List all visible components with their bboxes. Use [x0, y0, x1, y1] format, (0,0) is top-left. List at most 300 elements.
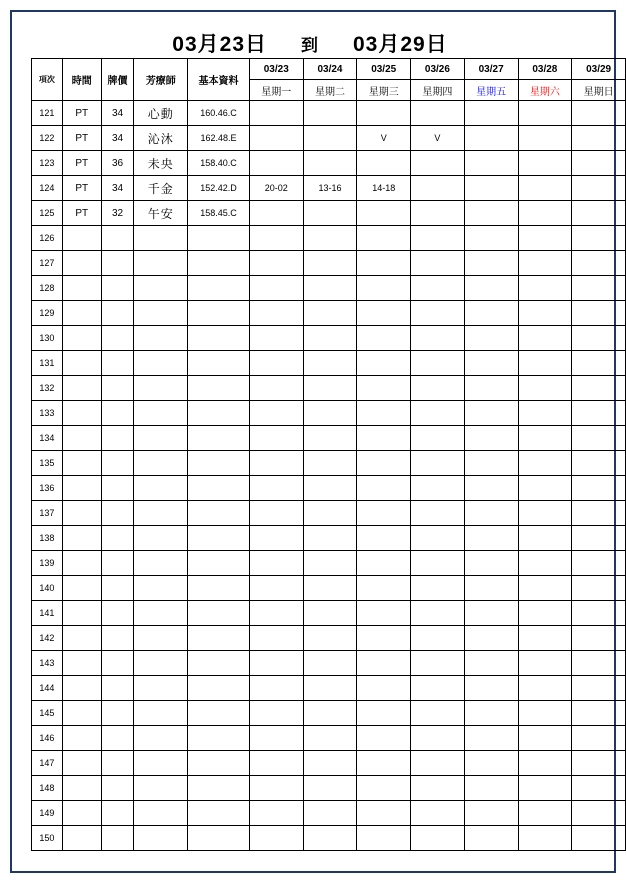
- row-time[interactable]: [62, 476, 101, 501]
- row-therapist[interactable]: [134, 551, 188, 576]
- row-therapist[interactable]: [134, 451, 188, 476]
- row-day-cell[interactable]: [464, 226, 518, 251]
- row-day-cell[interactable]: [464, 826, 518, 851]
- row-day-cell[interactable]: [572, 651, 626, 676]
- row-time[interactable]: [62, 501, 101, 526]
- row-number[interactable]: 122: [32, 126, 63, 151]
- row-day-cell[interactable]: [303, 451, 357, 476]
- table-row[interactable]: [32, 376, 626, 401]
- row-info[interactable]: [188, 826, 250, 851]
- row-time[interactable]: [62, 226, 101, 251]
- table-row[interactable]: [32, 551, 626, 576]
- row-info[interactable]: 158.45.C: [188, 201, 250, 226]
- row-day-cell[interactable]: [572, 376, 626, 401]
- table-row[interactable]: [32, 776, 626, 801]
- row-day-cell[interactable]: [518, 251, 572, 276]
- table-row[interactable]: [32, 201, 626, 226]
- row-therapist[interactable]: [134, 326, 188, 351]
- row-day-cell[interactable]: [249, 326, 303, 351]
- row-day-cell[interactable]: [411, 326, 465, 351]
- table-row[interactable]: [32, 326, 626, 351]
- row-day-cell[interactable]: [249, 301, 303, 326]
- row-day-cell[interactable]: [357, 801, 411, 826]
- row-therapist[interactable]: [134, 526, 188, 551]
- row-day-cell[interactable]: [464, 251, 518, 276]
- row-day-cell[interactable]: [249, 576, 303, 601]
- row-day-cell[interactable]: [303, 826, 357, 851]
- table-row[interactable]: [32, 576, 626, 601]
- row-day-cell[interactable]: [303, 526, 357, 551]
- row-day-cell[interactable]: [464, 451, 518, 476]
- row-time[interactable]: [62, 551, 101, 576]
- row-day-cell[interactable]: [518, 401, 572, 426]
- row-day-cell[interactable]: [357, 826, 411, 851]
- row-number[interactable]: 138: [32, 526, 63, 551]
- row-number[interactable]: 146: [32, 726, 63, 751]
- row-time[interactable]: [62, 826, 101, 851]
- row-therapist[interactable]: [134, 476, 188, 501]
- row-number[interactable]: 133: [32, 401, 63, 426]
- row-number[interactable]: 131: [32, 351, 63, 376]
- row-time[interactable]: PT: [62, 126, 101, 151]
- row-day-cell[interactable]: [518, 376, 572, 401]
- row-info[interactable]: [188, 451, 250, 476]
- row-day-cell[interactable]: [249, 476, 303, 501]
- row-price[interactable]: [101, 351, 134, 376]
- row-day-cell[interactable]: [518, 151, 572, 176]
- row-price[interactable]: [101, 601, 134, 626]
- row-day-cell[interactable]: [303, 351, 357, 376]
- row-day-cell[interactable]: [518, 651, 572, 676]
- row-number[interactable]: 132: [32, 376, 63, 401]
- row-day-cell[interactable]: [357, 376, 411, 401]
- row-therapist[interactable]: [134, 401, 188, 426]
- row-info[interactable]: [188, 601, 250, 626]
- row-day-cell[interactable]: [464, 801, 518, 826]
- row-day-cell[interactable]: [518, 476, 572, 501]
- row-info[interactable]: [188, 651, 250, 676]
- row-day-cell[interactable]: [518, 551, 572, 576]
- row-day-cell[interactable]: [249, 426, 303, 451]
- row-day-cell[interactable]: [357, 351, 411, 376]
- row-info[interactable]: [188, 776, 250, 801]
- row-day-cell[interactable]: [518, 276, 572, 301]
- row-day-cell[interactable]: [303, 501, 357, 526]
- row-time[interactable]: [62, 401, 101, 426]
- row-day-cell[interactable]: [249, 201, 303, 226]
- row-time[interactable]: [62, 601, 101, 626]
- row-day-cell[interactable]: [572, 251, 626, 276]
- row-info[interactable]: [188, 326, 250, 351]
- row-day-cell[interactable]: [464, 701, 518, 726]
- row-day-cell[interactable]: [411, 351, 465, 376]
- row-day-cell[interactable]: [357, 326, 411, 351]
- row-day-cell[interactable]: [411, 526, 465, 551]
- row-day-cell[interactable]: [357, 476, 411, 501]
- table-row[interactable]: [32, 301, 626, 326]
- row-therapist[interactable]: [134, 376, 188, 401]
- row-number[interactable]: 127: [32, 251, 63, 276]
- row-day-cell[interactable]: [464, 426, 518, 451]
- row-time[interactable]: [62, 376, 101, 401]
- row-day-cell[interactable]: [249, 751, 303, 776]
- row-day-cell[interactable]: [303, 801, 357, 826]
- row-day-cell[interactable]: [249, 351, 303, 376]
- table-row[interactable]: [32, 526, 626, 551]
- row-price[interactable]: [101, 526, 134, 551]
- row-day-cell[interactable]: [518, 676, 572, 701]
- row-day-cell[interactable]: [303, 251, 357, 276]
- table-row[interactable]: [32, 476, 626, 501]
- row-day-cell[interactable]: [572, 701, 626, 726]
- row-day-cell[interactable]: [518, 726, 572, 751]
- row-therapist[interactable]: [134, 801, 188, 826]
- row-day-cell[interactable]: [411, 626, 465, 651]
- row-info[interactable]: [188, 226, 250, 251]
- row-day-cell[interactable]: [411, 701, 465, 726]
- row-number[interactable]: 129: [32, 301, 63, 326]
- row-time[interactable]: [62, 801, 101, 826]
- row-price[interactable]: [101, 326, 134, 351]
- row-day-cell[interactable]: V: [411, 126, 465, 151]
- row-number[interactable]: 121: [32, 101, 63, 126]
- row-info[interactable]: [188, 401, 250, 426]
- row-day-cell[interactable]: [572, 826, 626, 851]
- row-number[interactable]: 143: [32, 651, 63, 676]
- row-therapist[interactable]: [134, 651, 188, 676]
- row-number[interactable]: 137: [32, 501, 63, 526]
- row-day-cell[interactable]: [572, 626, 626, 651]
- row-day-cell[interactable]: [357, 101, 411, 126]
- row-price[interactable]: [101, 576, 134, 601]
- row-time[interactable]: [62, 751, 101, 776]
- row-day-cell[interactable]: [518, 451, 572, 476]
- row-day-cell[interactable]: [411, 751, 465, 776]
- row-day-cell[interactable]: [411, 826, 465, 851]
- row-number[interactable]: 139: [32, 551, 63, 576]
- row-therapist[interactable]: [134, 601, 188, 626]
- row-therapist[interactable]: 心動: [134, 101, 188, 126]
- row-info[interactable]: [188, 701, 250, 726]
- row-price[interactable]: [101, 501, 134, 526]
- row-day-cell[interactable]: [303, 476, 357, 501]
- row-day-cell[interactable]: [411, 551, 465, 576]
- row-info[interactable]: [188, 801, 250, 826]
- row-time[interactable]: PT: [62, 151, 101, 176]
- row-day-cell[interactable]: [357, 601, 411, 626]
- row-price[interactable]: [101, 701, 134, 726]
- table-row[interactable]: [32, 126, 626, 151]
- row-day-cell[interactable]: [303, 126, 357, 151]
- row-day-cell[interactable]: [572, 201, 626, 226]
- row-number[interactable]: 128: [32, 276, 63, 301]
- row-day-cell[interactable]: [572, 576, 626, 601]
- row-therapist[interactable]: [134, 826, 188, 851]
- row-day-cell[interactable]: [464, 401, 518, 426]
- row-day-cell[interactable]: [357, 776, 411, 801]
- row-price[interactable]: 34: [101, 176, 134, 201]
- row-info[interactable]: [188, 276, 250, 301]
- row-time[interactable]: [62, 351, 101, 376]
- row-day-cell[interactable]: [572, 226, 626, 251]
- row-day-cell[interactable]: [464, 301, 518, 326]
- row-price[interactable]: [101, 676, 134, 701]
- row-day-cell[interactable]: [572, 751, 626, 776]
- row-price[interactable]: 34: [101, 126, 134, 151]
- row-day-cell[interactable]: [411, 451, 465, 476]
- row-day-cell[interactable]: 20-02: [249, 176, 303, 201]
- row-info[interactable]: [188, 751, 250, 776]
- row-day-cell[interactable]: [518, 751, 572, 776]
- row-therapist[interactable]: 千金: [134, 176, 188, 201]
- row-day-cell[interactable]: [572, 451, 626, 476]
- row-therapist[interactable]: [134, 501, 188, 526]
- row-info[interactable]: [188, 576, 250, 601]
- row-day-cell[interactable]: [464, 751, 518, 776]
- row-day-cell[interactable]: [249, 776, 303, 801]
- row-day-cell[interactable]: [249, 226, 303, 251]
- row-info[interactable]: [188, 526, 250, 551]
- table-row[interactable]: [32, 801, 626, 826]
- table-row[interactable]: [32, 501, 626, 526]
- row-day-cell[interactable]: [518, 101, 572, 126]
- row-time[interactable]: PT: [62, 101, 101, 126]
- row-day-cell[interactable]: [411, 401, 465, 426]
- row-time[interactable]: [62, 276, 101, 301]
- row-day-cell[interactable]: [411, 376, 465, 401]
- row-day-cell[interactable]: [572, 501, 626, 526]
- row-day-cell[interactable]: [303, 201, 357, 226]
- row-day-cell[interactable]: [572, 351, 626, 376]
- row-day-cell[interactable]: [249, 276, 303, 301]
- row-number[interactable]: 136: [32, 476, 63, 501]
- row-day-cell[interactable]: [572, 151, 626, 176]
- row-day-cell[interactable]: [357, 501, 411, 526]
- row-day-cell[interactable]: [518, 126, 572, 151]
- row-day-cell[interactable]: [303, 601, 357, 626]
- row-day-cell[interactable]: [249, 801, 303, 826]
- row-day-cell[interactable]: [249, 451, 303, 476]
- table-row[interactable]: [32, 151, 626, 176]
- row-price[interactable]: [101, 401, 134, 426]
- row-day-cell[interactable]: [572, 676, 626, 701]
- row-price[interactable]: [101, 426, 134, 451]
- row-day-cell[interactable]: [303, 576, 357, 601]
- row-day-cell[interactable]: [357, 426, 411, 451]
- row-day-cell[interactable]: [249, 251, 303, 276]
- row-day-cell[interactable]: [464, 576, 518, 601]
- row-day-cell[interactable]: [249, 151, 303, 176]
- row-day-cell[interactable]: [518, 201, 572, 226]
- row-day-cell[interactable]: [303, 326, 357, 351]
- row-time[interactable]: [62, 576, 101, 601]
- row-day-cell[interactable]: [572, 601, 626, 626]
- table-row[interactable]: [32, 401, 626, 426]
- table-row[interactable]: [32, 251, 626, 276]
- row-day-cell[interactable]: [518, 301, 572, 326]
- row-day-cell[interactable]: [357, 651, 411, 676]
- row-day-cell[interactable]: [411, 101, 465, 126]
- row-price[interactable]: [101, 551, 134, 576]
- row-time[interactable]: [62, 426, 101, 451]
- row-day-cell[interactable]: [411, 476, 465, 501]
- row-day-cell[interactable]: [411, 726, 465, 751]
- table-row[interactable]: [32, 451, 626, 476]
- row-day-cell[interactable]: [518, 351, 572, 376]
- row-info[interactable]: [188, 251, 250, 276]
- row-day-cell[interactable]: [572, 301, 626, 326]
- row-price[interactable]: [101, 726, 134, 751]
- row-day-cell[interactable]: [518, 626, 572, 651]
- row-day-cell[interactable]: [303, 551, 357, 576]
- table-row[interactable]: [32, 176, 626, 201]
- row-number[interactable]: 147: [32, 751, 63, 776]
- row-day-cell[interactable]: [357, 676, 411, 701]
- row-price[interactable]: [101, 301, 134, 326]
- row-day-cell[interactable]: [518, 226, 572, 251]
- row-day-cell[interactable]: [464, 326, 518, 351]
- row-day-cell[interactable]: [572, 101, 626, 126]
- row-number[interactable]: 124: [32, 176, 63, 201]
- row-day-cell[interactable]: [572, 326, 626, 351]
- row-time[interactable]: [62, 326, 101, 351]
- row-day-cell[interactable]: [357, 576, 411, 601]
- row-day-cell[interactable]: [357, 301, 411, 326]
- row-day-cell[interactable]: 14-18: [357, 176, 411, 201]
- row-day-cell[interactable]: [249, 376, 303, 401]
- row-day-cell[interactable]: [357, 626, 411, 651]
- row-day-cell[interactable]: [249, 601, 303, 626]
- row-therapist[interactable]: [134, 226, 188, 251]
- row-day-cell[interactable]: [572, 126, 626, 151]
- table-row[interactable]: [32, 726, 626, 751]
- row-therapist[interactable]: [134, 351, 188, 376]
- row-day-cell[interactable]: [411, 226, 465, 251]
- table-row[interactable]: [32, 626, 626, 651]
- row-day-cell[interactable]: [411, 151, 465, 176]
- table-row[interactable]: [32, 676, 626, 701]
- row-day-cell[interactable]: [464, 651, 518, 676]
- table-row[interactable]: [32, 226, 626, 251]
- table-row[interactable]: [32, 751, 626, 776]
- row-day-cell[interactable]: [303, 226, 357, 251]
- row-day-cell[interactable]: [249, 501, 303, 526]
- row-day-cell[interactable]: [303, 426, 357, 451]
- row-day-cell[interactable]: [411, 251, 465, 276]
- row-info[interactable]: 152.42.D: [188, 176, 250, 201]
- row-info[interactable]: [188, 626, 250, 651]
- row-day-cell[interactable]: [411, 276, 465, 301]
- table-row[interactable]: [32, 601, 626, 626]
- row-day-cell[interactable]: [464, 126, 518, 151]
- row-day-cell[interactable]: [303, 276, 357, 301]
- row-time[interactable]: [62, 301, 101, 326]
- row-day-cell[interactable]: [464, 176, 518, 201]
- row-day-cell[interactable]: [357, 526, 411, 551]
- row-therapist[interactable]: 午安: [134, 201, 188, 226]
- row-day-cell[interactable]: [249, 726, 303, 751]
- row-info[interactable]: [188, 676, 250, 701]
- row-info[interactable]: [188, 551, 250, 576]
- table-row[interactable]: [32, 826, 626, 851]
- row-day-cell[interactable]: [572, 776, 626, 801]
- row-day-cell[interactable]: [518, 601, 572, 626]
- row-day-cell[interactable]: [249, 126, 303, 151]
- row-day-cell[interactable]: [357, 551, 411, 576]
- row-price[interactable]: [101, 776, 134, 801]
- row-day-cell[interactable]: [572, 176, 626, 201]
- row-therapist[interactable]: [134, 276, 188, 301]
- row-day-cell[interactable]: [249, 701, 303, 726]
- row-price[interactable]: [101, 276, 134, 301]
- row-therapist[interactable]: [134, 676, 188, 701]
- row-day-cell[interactable]: [303, 751, 357, 776]
- row-day-cell[interactable]: [572, 801, 626, 826]
- row-day-cell[interactable]: [518, 326, 572, 351]
- row-info[interactable]: [188, 426, 250, 451]
- row-info[interactable]: 162.48.E: [188, 126, 250, 151]
- row-day-cell[interactable]: [464, 501, 518, 526]
- row-price[interactable]: 36: [101, 151, 134, 176]
- row-day-cell[interactable]: [411, 651, 465, 676]
- row-price[interactable]: [101, 751, 134, 776]
- row-info[interactable]: [188, 476, 250, 501]
- row-day-cell[interactable]: [464, 726, 518, 751]
- row-number[interactable]: 125: [32, 201, 63, 226]
- row-day-cell[interactable]: [249, 676, 303, 701]
- row-day-cell[interactable]: [464, 776, 518, 801]
- row-time[interactable]: [62, 626, 101, 651]
- row-therapist[interactable]: 未央: [134, 151, 188, 176]
- row-day-cell[interactable]: [572, 401, 626, 426]
- row-day-cell[interactable]: [464, 151, 518, 176]
- row-day-cell[interactable]: [464, 276, 518, 301]
- row-number[interactable]: 140: [32, 576, 63, 601]
- row-time[interactable]: [62, 701, 101, 726]
- row-day-cell[interactable]: [303, 151, 357, 176]
- row-day-cell[interactable]: [303, 401, 357, 426]
- row-therapist[interactable]: 沁沐: [134, 126, 188, 151]
- row-therapist[interactable]: [134, 701, 188, 726]
- row-day-cell[interactable]: [518, 701, 572, 726]
- row-price[interactable]: 34: [101, 101, 134, 126]
- row-price[interactable]: 32: [101, 201, 134, 226]
- row-day-cell[interactable]: [303, 101, 357, 126]
- row-price[interactable]: [101, 251, 134, 276]
- row-number[interactable]: 134: [32, 426, 63, 451]
- row-day-cell[interactable]: [303, 651, 357, 676]
- row-info[interactable]: 160.46.C: [188, 101, 250, 126]
- row-day-cell[interactable]: [303, 376, 357, 401]
- row-day-cell[interactable]: [572, 726, 626, 751]
- row-day-cell[interactable]: [464, 676, 518, 701]
- row-day-cell[interactable]: [464, 351, 518, 376]
- row-day-cell[interactable]: [357, 151, 411, 176]
- row-day-cell[interactable]: [249, 401, 303, 426]
- row-number[interactable]: 144: [32, 676, 63, 701]
- row-day-cell[interactable]: [464, 101, 518, 126]
- row-day-cell[interactable]: [249, 101, 303, 126]
- row-day-cell[interactable]: [411, 301, 465, 326]
- row-time[interactable]: PT: [62, 201, 101, 226]
- row-day-cell[interactable]: [464, 626, 518, 651]
- table-row[interactable]: [32, 101, 626, 126]
- row-day-cell[interactable]: [357, 451, 411, 476]
- row-number[interactable]: 130: [32, 326, 63, 351]
- row-day-cell[interactable]: [249, 626, 303, 651]
- row-info[interactable]: [188, 376, 250, 401]
- row-day-cell[interactable]: [518, 526, 572, 551]
